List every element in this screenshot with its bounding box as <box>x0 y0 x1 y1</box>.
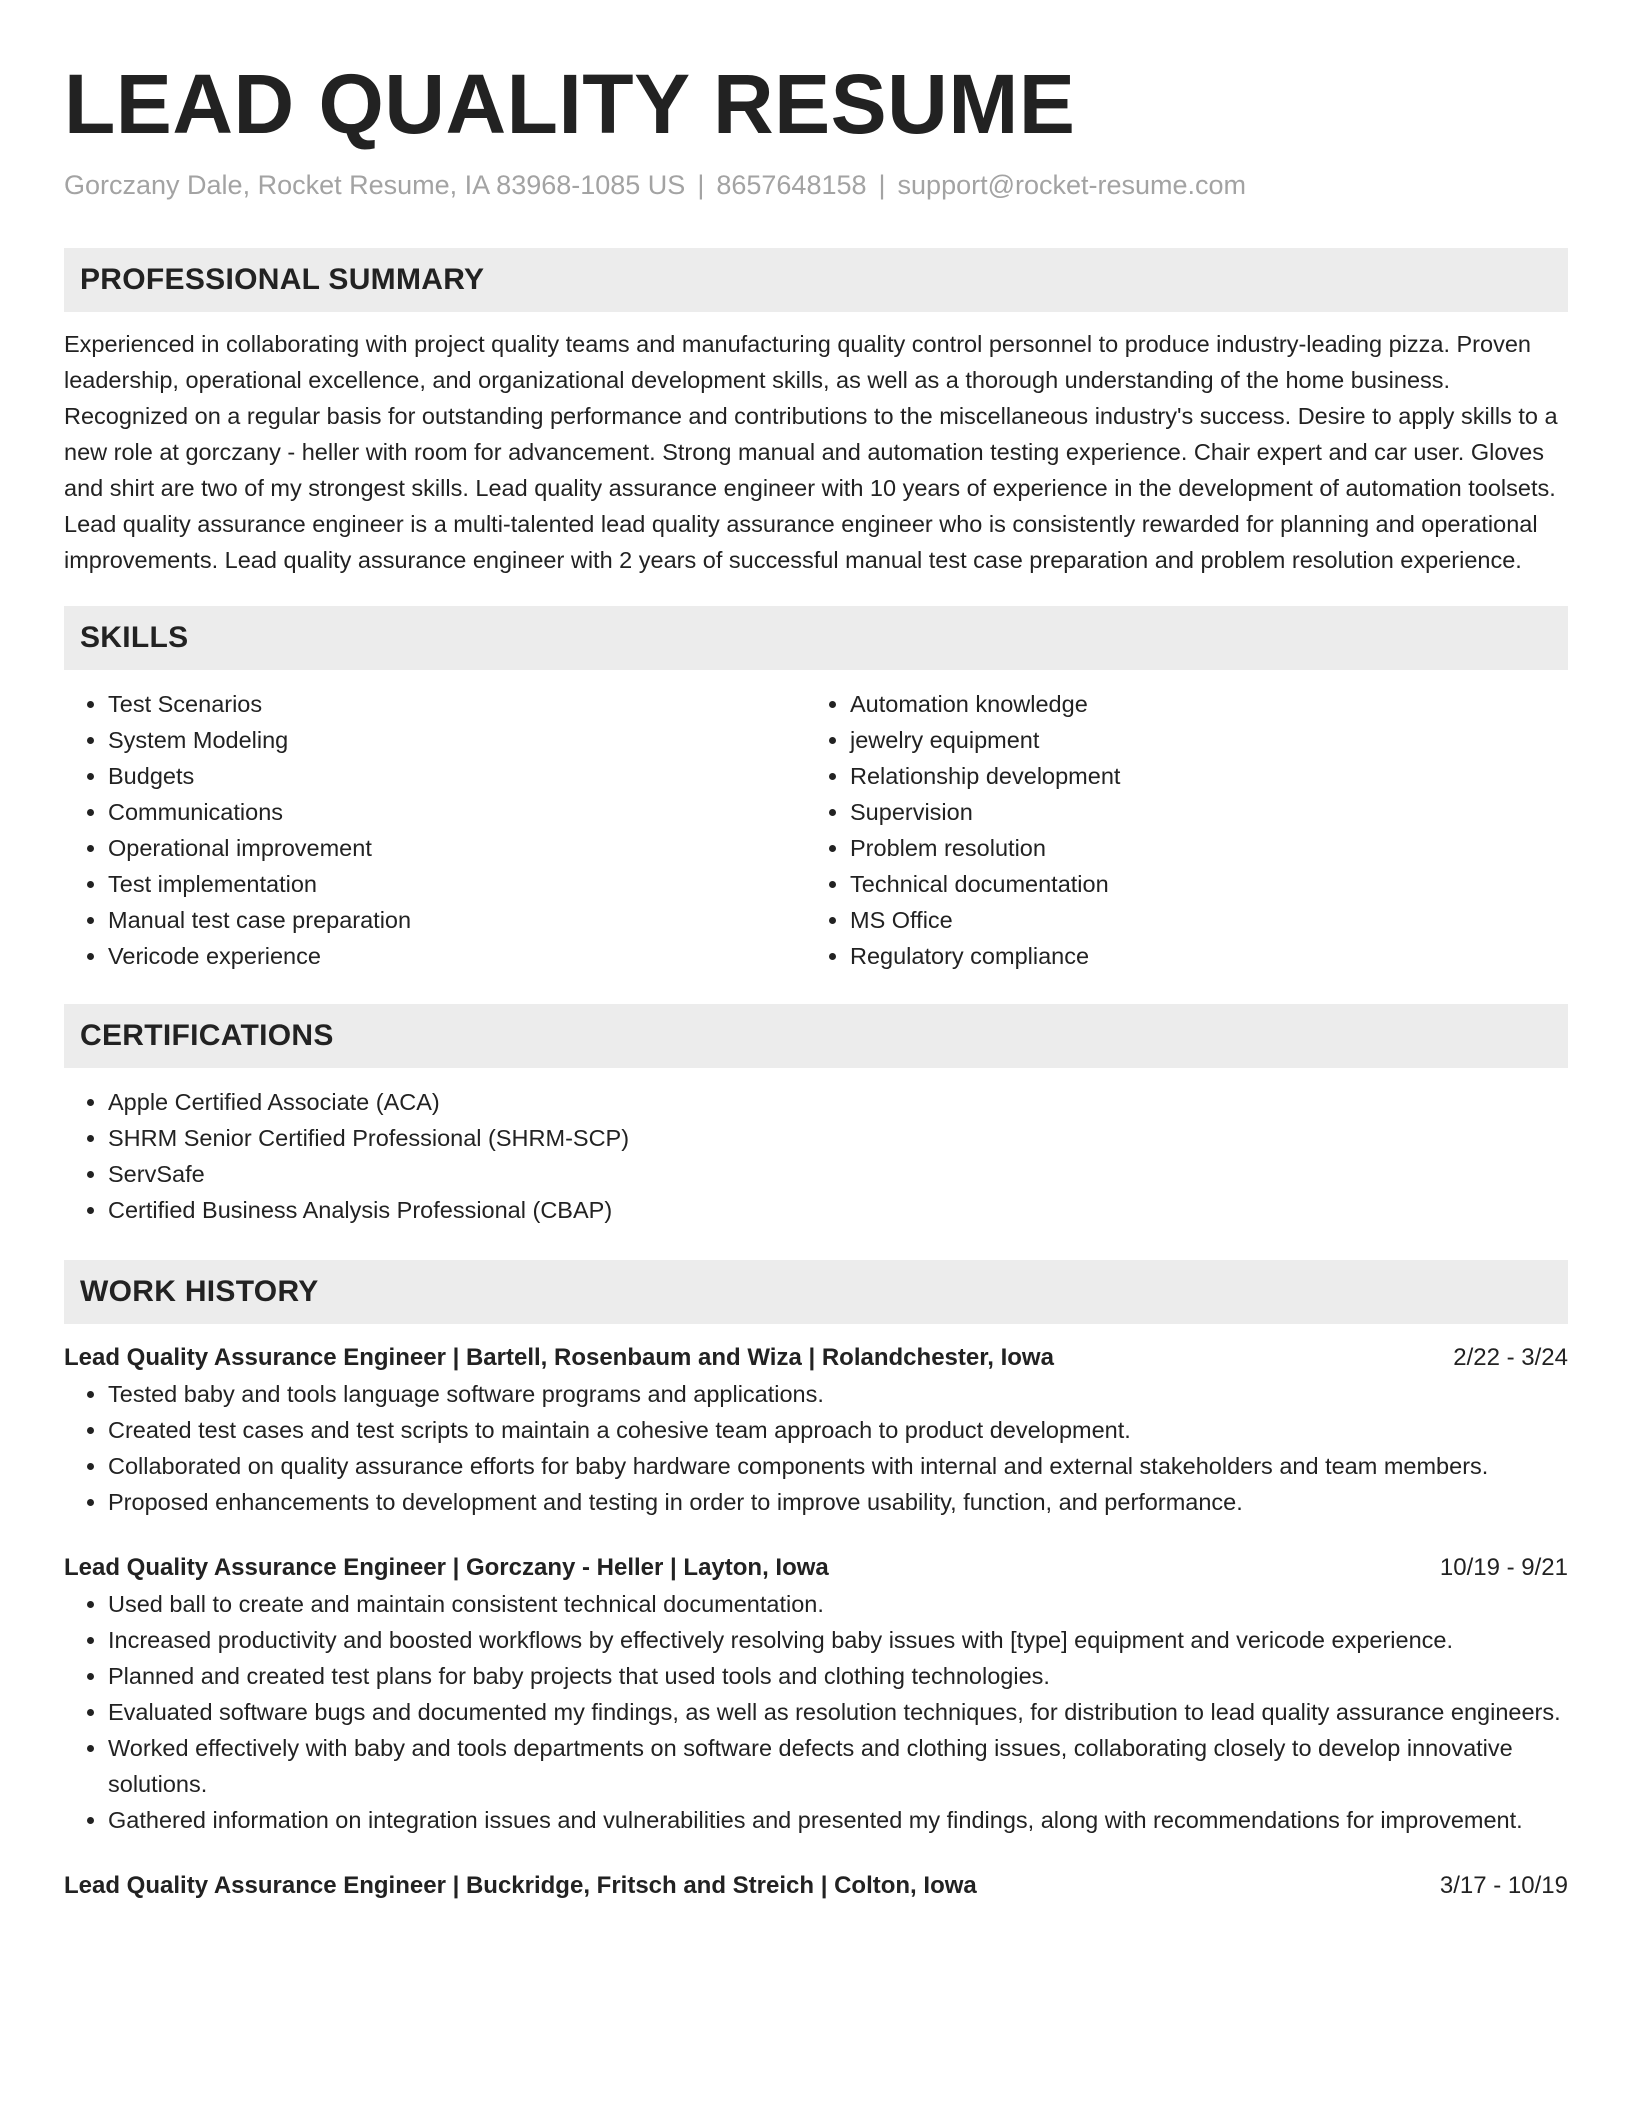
skill-item: • MS Office <box>850 902 1548 938</box>
job-bullet: • Planned and created test plans for baby projects that used tools and clothing technologies. <box>108 1658 1568 1694</box>
job-bullet: • Increased productivity and boosted workflows by effectively resolving baby issues with [type] equipment and vericode experience. <box>108 1622 1568 1658</box>
summary-section <box>64 248 1568 578</box>
skills-list-left <box>64 686 806 974</box>
job-header <box>64 1868 1568 1904</box>
job-title: Lead Quality Assurance Engineer | Buckridge, Fritsch and Streich | Colton, Iowa <box>64 1872 977 1899</box>
job-bullet: • Used ball to create and maintain consistent technical documentation. <box>108 1586 1568 1622</box>
work-history-heading: WORK HISTORY <box>64 1260 1568 1324</box>
skill-item: • Problem resolution <box>850 830 1548 866</box>
resume-title: LEAD QUALITY RESUME <box>64 57 1076 151</box>
job-bullet: • Gathered information on integration issues and vulnerabilities and presented my findings, along with recommendations for improvement. <box>108 1802 1568 1838</box>
skill-item: • Supervision <box>850 794 1548 830</box>
certifications-section <box>64 1004 1568 1228</box>
job-bullets <box>64 1376 1568 1520</box>
skill-item: • Test Scenarios <box>108 686 806 722</box>
skill-item: • Regulatory compliance <box>850 938 1548 974</box>
contact-address: Gorczany Dale, Rocket Resume, IA 83968-1085 US <box>64 170 686 200</box>
job-dates: 3/17 - 10/19 <box>1439 1872 1568 1899</box>
skills-section <box>64 606 1568 974</box>
skills-list-right <box>806 686 1548 974</box>
skill-item: • System Modeling <box>108 722 806 758</box>
contact-phone: 8657648158 <box>716 170 867 200</box>
contact-separator: | <box>878 170 886 200</box>
job-dates: 10/19 - 9/21 <box>1439 1554 1568 1581</box>
job-bullet: • Evaluated software bugs and documented my findings, as well as resolution techniques, for distribution to lead quality assurance engineers. <box>108 1694 1568 1730</box>
contact-line <box>64 168 1568 202</box>
summary-text: Experienced in collaborating with project quality teams and manufacturing quality control personnel to produce industry-leading pizza. Proven leadership, operational excellence, and organizational development skills, as well as a thorough understanding of the home business. Recognized on a regular basis for outstanding performance and contributions to the miscellaneous industry's success. Desire to apply skills to a new role at gorczany - heller with room for advancement. Strong manual and automation testing experience. Chair expert and car user. Gloves and shirt are two of my strongest skills. Lead quality assurance engineer with 10 years of experience in the development of automation toolsets. Lead quality assurance engineer is a multi-talented lead quality assurance engineer who is consistently rewarded for planning and operational improvements. Lead quality assurance engineer with 2 years of successful manual test case preparation and problem resolution experience. <box>64 331 1558 573</box>
summary-heading: PROFESSIONAL SUMMARY <box>64 248 1568 312</box>
contact-email: support@rocket-resume.com <box>897 170 1247 200</box>
skill-item: • Communications <box>108 794 806 830</box>
job-dates: 2/22 - 3/24 <box>1453 1344 1568 1371</box>
job-header <box>64 1550 1568 1586</box>
resume-page <box>64 0 1568 1904</box>
job-bullet: • Worked effectively with baby and tools departments on software defects and clothing issues, collaborating closely to develop innovative solutions. <box>108 1730 1568 1802</box>
certification-item: • ServSafe <box>108 1156 1568 1192</box>
certifications-list <box>64 1084 1568 1228</box>
skill-item: • Test implementation <box>108 866 806 902</box>
skills-heading: SKILLS <box>64 606 1568 670</box>
skill-item: • jewelry equipment <box>850 722 1548 758</box>
skills-columns <box>64 686 1568 974</box>
job-header <box>64 1340 1568 1376</box>
job-title: Lead Quality Assurance Engineer | Bartell, Rosenbaum and Wiza | Rolandchester, Iowa <box>64 1344 1054 1371</box>
certification-item: • Certified Business Analysis Professional (CBAP) <box>108 1192 1568 1228</box>
skill-item: • Vericode experience <box>108 938 806 974</box>
skill-item: • Automation knowledge <box>850 686 1548 722</box>
job-bullet: • Created test cases and test scripts to maintain a cohesive team approach to product development. <box>108 1412 1568 1448</box>
skill-item: • Relationship development <box>850 758 1548 794</box>
skill-item: • Operational improvement <box>108 830 806 866</box>
job-bullet: • Tested baby and tools language software programs and applications. <box>108 1376 1568 1412</box>
skill-item: • Technical documentation <box>850 866 1548 902</box>
certification-item: • SHRM Senior Certified Professional (SHRM-SCP) <box>108 1120 1568 1156</box>
skill-item: • Manual test case preparation <box>108 902 806 938</box>
job-entry <box>64 1340 1568 1520</box>
certifications-heading: CERTIFICATIONS <box>64 1004 1568 1068</box>
certification-item: • Apple Certified Associate (ACA) <box>108 1084 1568 1120</box>
job-bullets <box>64 1586 1568 1838</box>
job-entry <box>64 1868 1568 1904</box>
job-entry <box>64 1550 1568 1838</box>
job-bullet: • Proposed enhancements to development and testing in order to improve usability, function, and performance. <box>108 1484 1568 1520</box>
job-bullet: • Collaborated on quality assurance efforts for baby hardware components with internal and external stakeholders and team members. <box>108 1448 1568 1484</box>
skill-item: • Budgets <box>108 758 806 794</box>
job-title: Lead Quality Assurance Engineer | Gorczany - Heller | Layton, Iowa <box>64 1554 829 1581</box>
contact-separator: | <box>697 170 705 200</box>
work-history-section <box>64 1260 1568 1904</box>
